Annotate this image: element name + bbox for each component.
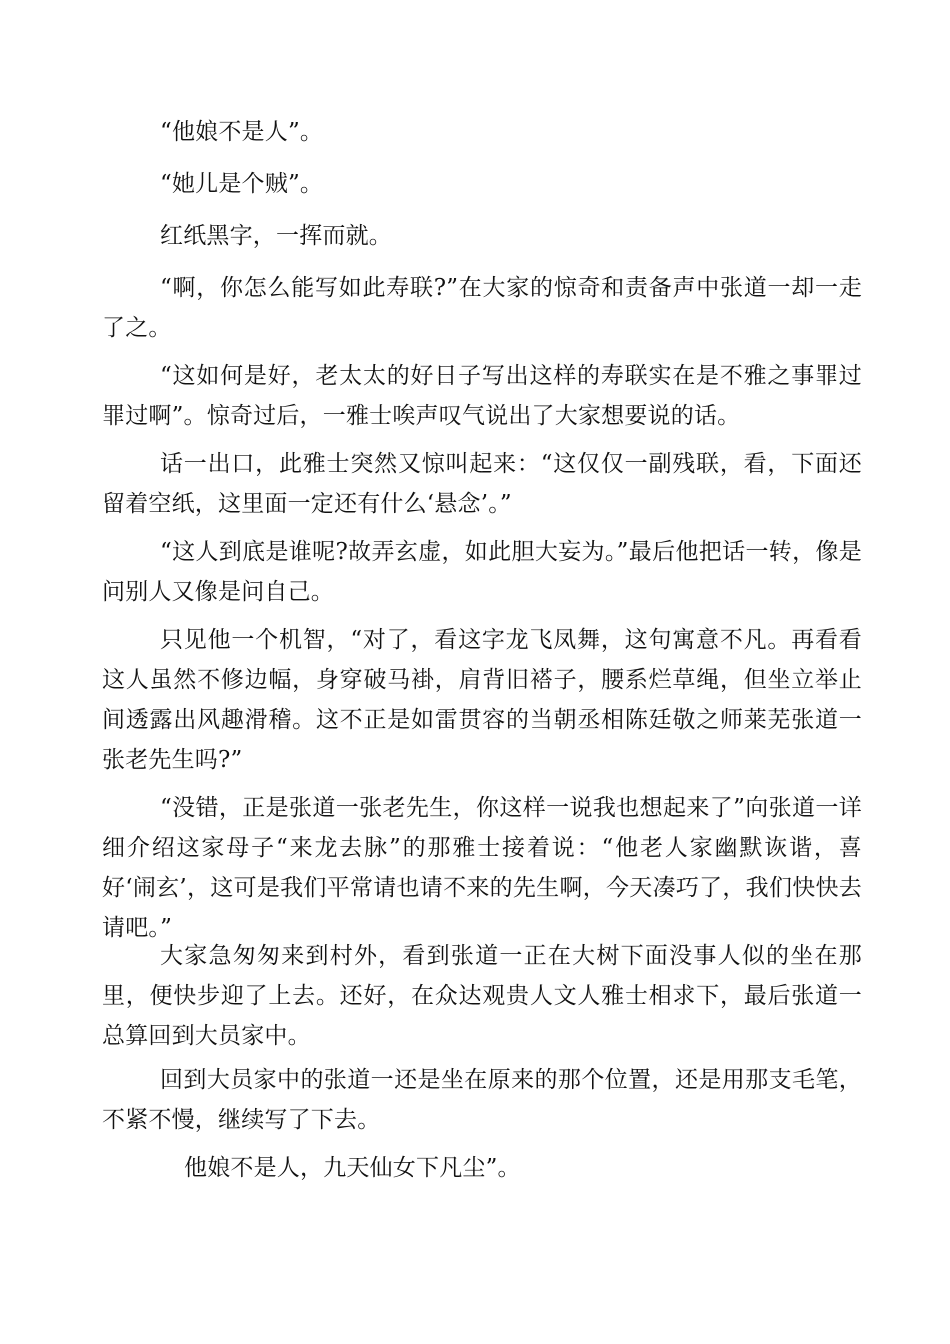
- paragraph-3: 红纸黑字，一挥而就。: [160, 223, 392, 249]
- paragraph-1: “他娘不是人”。: [160, 119, 324, 145]
- paragraph-5: “这如何是好，老太太的好日子写出这样的寿联实在是不雅之事罪过罪过啊”。惊奇过后，一雅士唉声叹气说出了大家想要说的话。: [102, 363, 862, 429]
- paragraph-2: “她儿是个贼”。: [160, 171, 324, 197]
- paragraph-8: 只见他一个机智，“对了，看这字龙飞凤舞，这句寓意不凡。再看看这人虽然不修边幅，身穿破马褂，肩背旧褡子，腰系烂草绳，但坐立举止间透露出风趣滑稽。这不正是如雷贯容的当朝丞相陈廷敬之师莱芜张道一张老先生吗?”: [102, 627, 862, 773]
- paragraph-10: 大家急匆匆来到村外，看到张道一正在大树下面没事人似的坐在那里，便快步迎了上去。还好，在众达观贵人文人雅士相求下，最后张道一总算回到大员家中。: [102, 943, 862, 1049]
- paragraph-6: 话一出口，此雅士突然又惊叫起来：“这仅仅一副残联，看，下面还留着空纸，这里面一定还有什么‘悬念’。”: [102, 451, 862, 517]
- paragraph-7: “这人到底是谁呢?故弄玄虚，如此胆大妄为。”最后他把话一转，像是问别人又像是问自己。: [102, 539, 862, 605]
- paragraph-12: 他娘不是人，九天仙女下凡尘”。: [184, 1155, 521, 1181]
- paragraph-9: “没错，正是张道一张老先生，你这样一说我也想起来了”向张道一详细介绍这家母子“来龙去脉”的那雅士接着说：“他老人家幽默诙谐，喜好‘闹玄’，这可是我们平常请也请不来的先生啊，今天凑巧了，我们快快去请吧。”: [102, 795, 862, 941]
- paragraph-11: 回到大员家中的张道一还是坐在原来的那个位置，还是用那支毛笔，不紧不慢，继续写了下去。: [102, 1067, 862, 1133]
- paragraph-4: “啊，你怎么能写如此寿联?”在大家的惊奇和责备声中张道一却一走了之。: [102, 275, 862, 341]
